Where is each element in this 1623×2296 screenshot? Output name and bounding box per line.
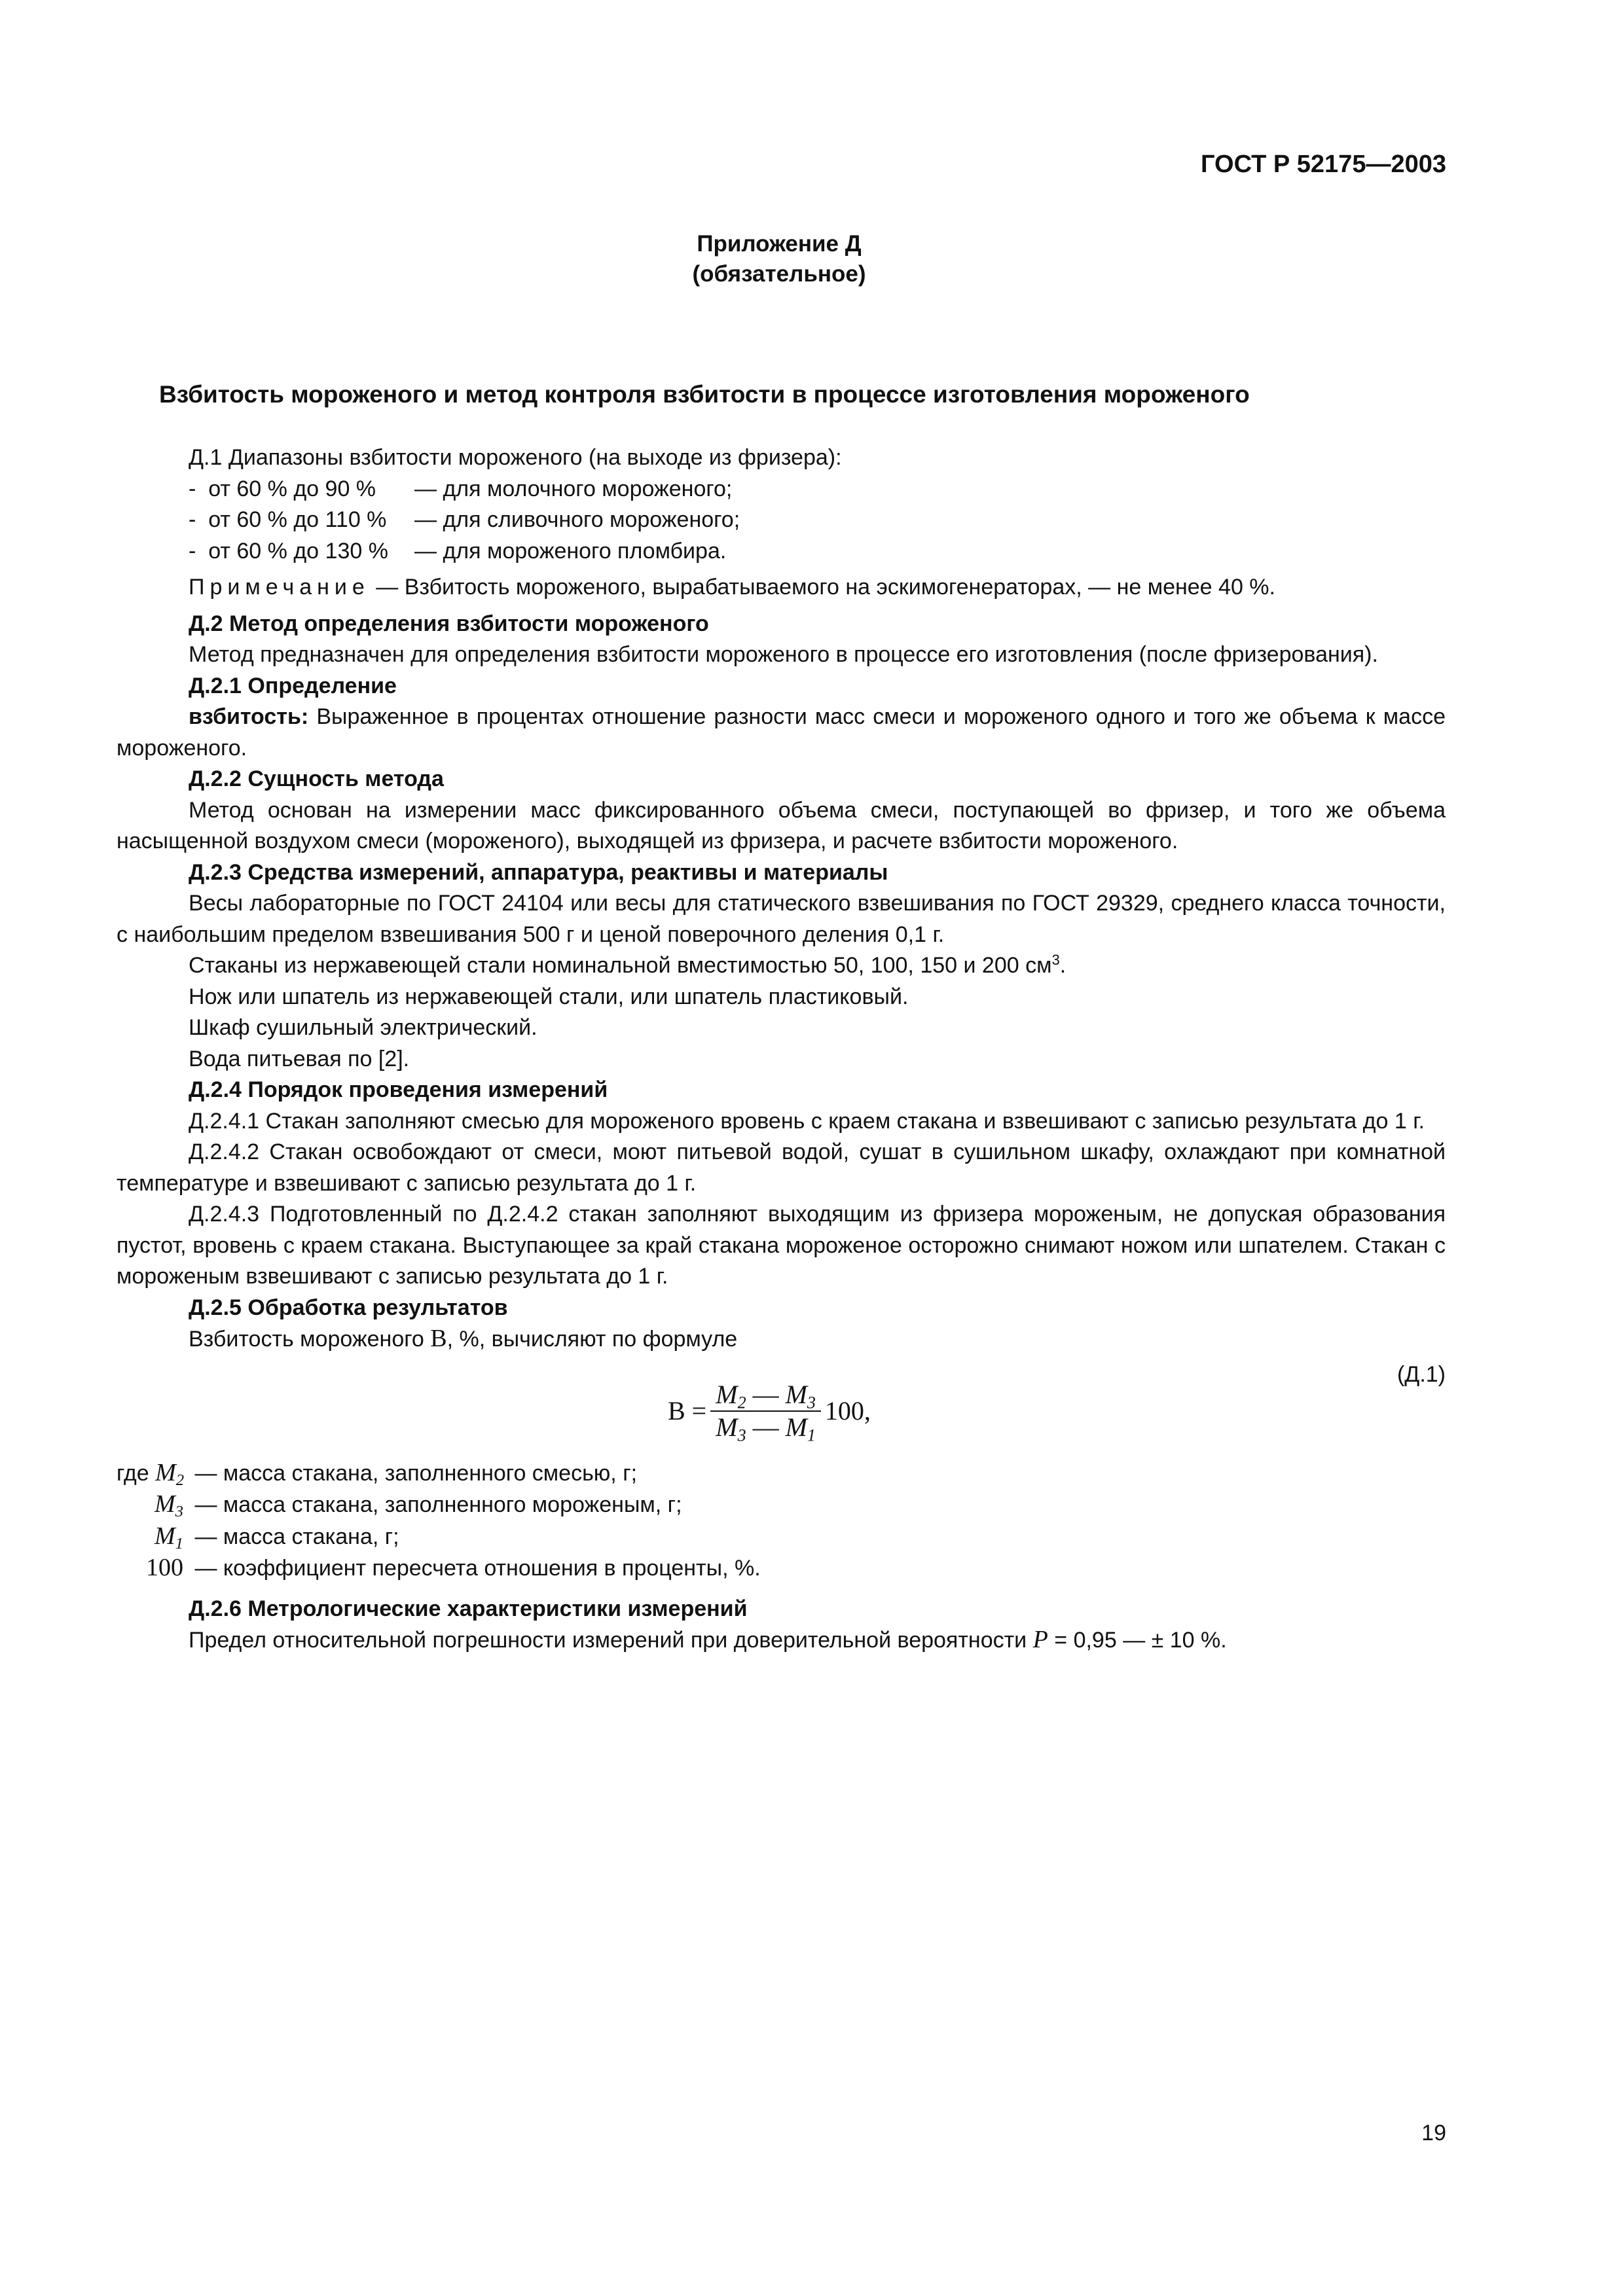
formula-numerator: $M_2$ — $M_3$ <box>710 1379 821 1412</box>
formula-d1 <box>117 1359 1446 1458</box>
d243-text: Д.2.4.3 Подготовленный по Д.2.4.2 стакан заполняют выходящим из фризера мороженым, не допуская образования пустот, вровень с краем стакана. Выступающее за край стакана мороженое осторожно снимают ножом или шпателем. Стакан с мороженым взвешивают с записью результата до 1 г. <box>117 1202 1446 1289</box>
note-label: Примечание <box>189 575 370 600</box>
formula-rhs: 100, <box>824 1395 871 1426</box>
d24-heading: Д.2.4 Порядок проведения измерений <box>189 1077 608 1102</box>
d26-text: Предел относительной погрешности измерений при доверительной вероятности P = 0,95 — ± 10 %. <box>189 1626 1227 1653</box>
d242-text: Д.2.4.2 Стакан освобождают от смеси, моют питьевой водой, сушат в сушильном шкафу, охлаждают при комнатной температуре и взвешивают с записью результата до 1 г. <box>117 1139 1446 1196</box>
formula-lhs: В = <box>668 1395 707 1426</box>
d2-heading: Д.2 Метод определения взбитости мороженого <box>189 611 709 636</box>
legend-row: $M_3$ — масса стакана, заполненного мороженым, г; <box>155 1490 682 1520</box>
d23-knife: Нож или шпатель из нержавеющей стали, или шпатель пластиковый. <box>189 984 909 1009</box>
note-text: — Взбитость мороженого, вырабатываемого на эскимогенераторах, — не менее 40 %. <box>369 575 1275 600</box>
d21-definition: взбитость: Выраженное в процентах отношение разности масс смеси и мороженого одного и того же объема к массе мороженого. <box>117 704 1446 761</box>
legend-row: 100 — коэффициент пересчета отношения в проценты, %. <box>146 1554 761 1581</box>
list-item: - от 60 % до 110 % — для сливочного мороженого; <box>189 507 740 532</box>
d1-intro: Д.1 Диапазоны взбитости мороженого (на выходе из фризера): <box>189 445 842 470</box>
d23-oven: Шкаф сушильный электрический. <box>189 1015 538 1040</box>
formula-denominator: $M_3$ — $M_1$ <box>716 1412 816 1444</box>
term: взбитость: <box>189 704 309 729</box>
page-number: 19 <box>1421 2121 1446 2145</box>
formula-number: (Д.1) <box>1396 1361 1446 1387</box>
note <box>117 572 1446 603</box>
document-code: ГОСТ Р 52175—2003 <box>1201 151 1446 178</box>
d25-heading: Д.2.5 Обработка результатов <box>189 1295 508 1320</box>
d23-scales: Весы лабораторные по ГОСТ 24104 или весы для статического взвешивания по ГОСТ 29329, среднего класса точности, с наибольшим пределом взвешивания 500 г и ценой поверочного деления 0,1 г. <box>117 891 1446 947</box>
list-item: - от 60 % до 130 % — для мороженого пломбира. <box>189 538 727 564</box>
d23-water: Вода питьевая по [2]. <box>189 1046 410 1071</box>
formula-expression <box>668 1379 871 1443</box>
formula-fraction <box>710 1379 821 1443</box>
d2-text: Метод предназначен для определения взбитости мороженого в процессе его изготовления (после фризерования). <box>189 642 1378 667</box>
legend-row: где $M_2$ — масса стакана, заполненного смесью, г; <box>117 1458 638 1489</box>
d26-heading: Д.2.6 Метрологические характеристики измерений <box>189 1596 748 1621</box>
main-title: Взбитость мороженого и метод контроля взбитости в процессе изготовления мороженого <box>159 381 1250 408</box>
annex-status: (обязательное) <box>692 261 866 287</box>
annex-title: Приложение Д <box>697 231 862 257</box>
d22-text: Метод основан на измерении масс фиксированного объема смеси, поступающей во фризер, и того же объема насыщенной воздухом смеси (мороженого), выходящей из фризера, и расчете взбитости мороженого. <box>117 797 1446 853</box>
legend-row: $M_1$ — масса стакана, г; <box>155 1522 399 1552</box>
d22-heading: Д.2.2 Сущность метода <box>189 766 444 791</box>
document-body <box>117 442 1446 1657</box>
d23-glasses: Стаканы из нержавеющей стали номинальной вместимостью 50, 100, 150 и 200 $см^3$. <box>189 951 1067 978</box>
d21-heading: Д.2.1 Определение <box>189 673 397 698</box>
d241-text: Д.2.4.1 Стакан заполняют смесью для мороженого вровень с краем стакана и взвешивают с записью результата до 1 г. <box>189 1108 1425 1134</box>
d25-intro: Взбитость мороженого В, %, вычисляют по формуле <box>189 1325 738 1352</box>
list-item: - от 60 % до 90 % — для молочного мороженого; <box>189 476 733 501</box>
d23-heading: Д.2.3 Средства измерений, аппаратура, реактивы и материалы <box>189 859 888 885</box>
